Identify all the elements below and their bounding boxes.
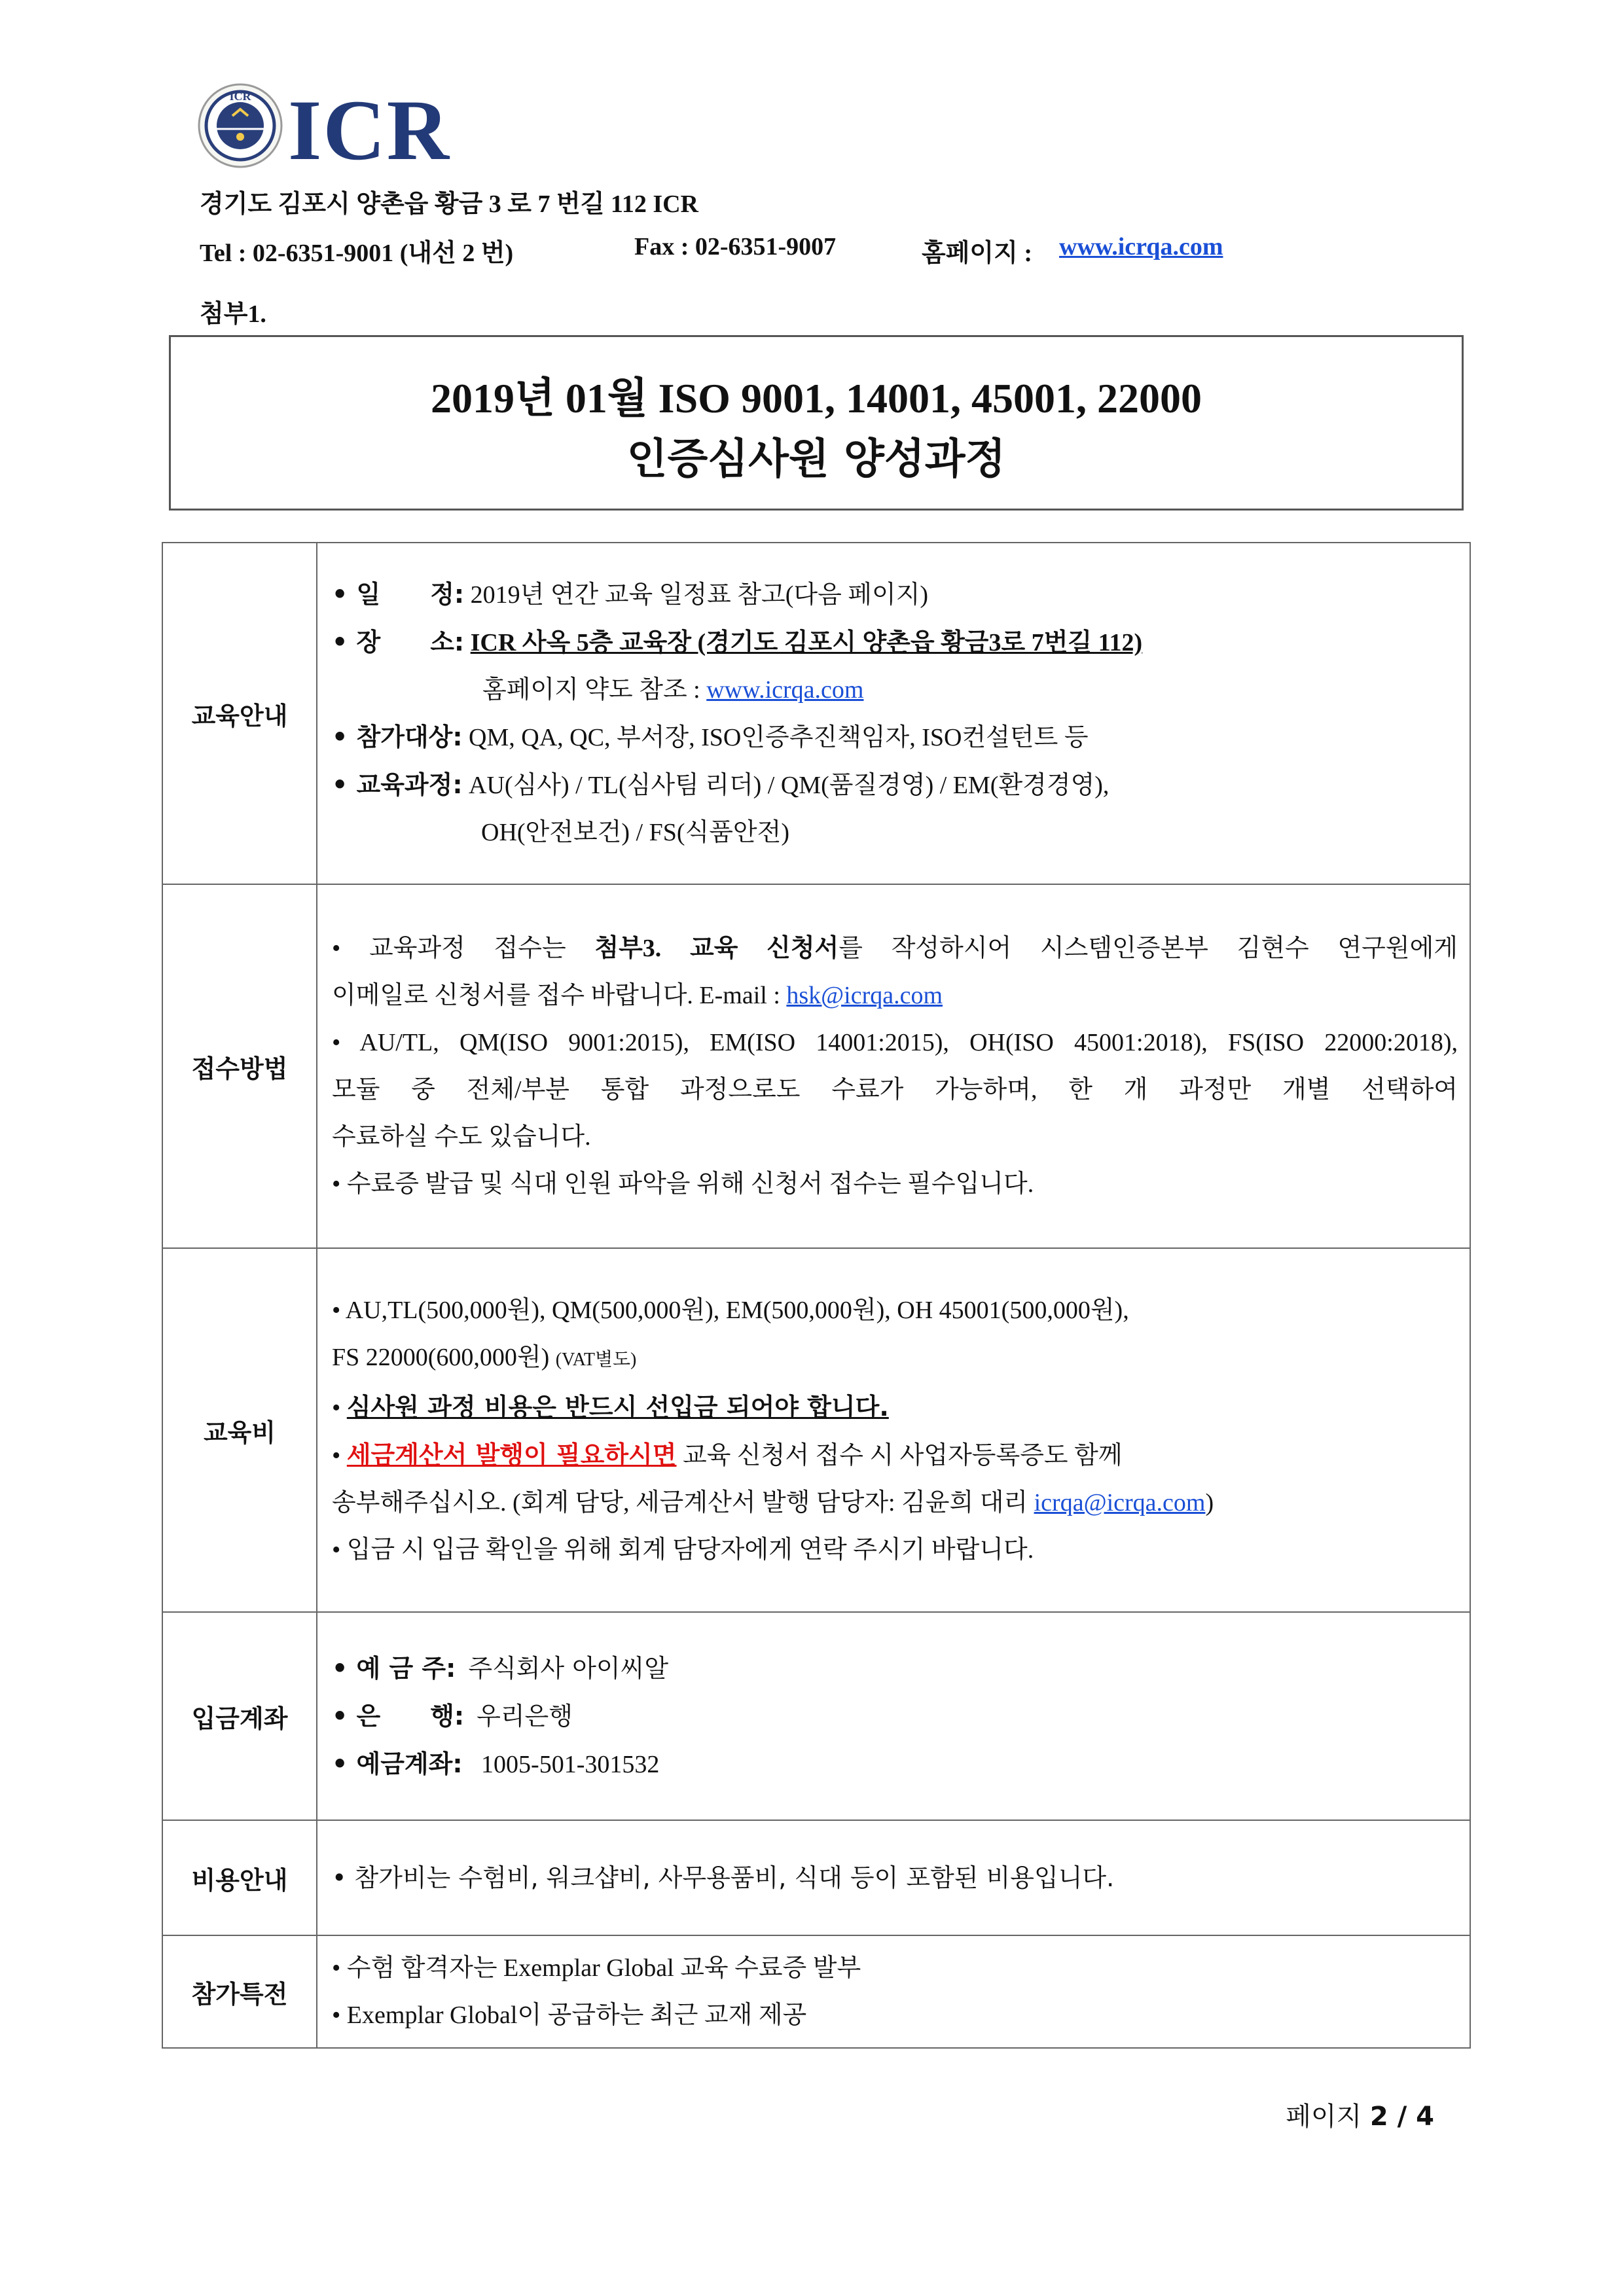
label-account: 입금계좌 xyxy=(162,1612,317,1820)
logo-seal-icon xyxy=(196,82,471,170)
app-modules-line3: 수료하실 수도 있습니다. xyxy=(332,1123,591,1151)
row-guide xyxy=(162,543,1470,884)
fee-invoice-note: 세금계산서 발행이 필요하시면 xyxy=(346,1441,677,1469)
cost-text: • 참가비는 수험비, 워크샵비, 사무용품비, 식대 등이 포함된 비용입니다. xyxy=(332,1863,1115,1892)
app-form-ref: 첨부3. 교육 신청서 xyxy=(594,935,839,962)
place-value: ICR 사옥 5층 교육장 (경기도 김포시 양촌읍 황금3로 7번길 112) xyxy=(470,629,1143,656)
schedule-key: • 일 정: xyxy=(332,580,465,609)
schedule-value: 2019년 연간 교육 일정표 참고(다음 페이지) xyxy=(470,581,929,609)
app-modules-line2: 모듈 중 전체/부분 통합 과정으로도 수료가 가능하며, 한 개 과정만 개별 선택하여 xyxy=(332,1076,1458,1103)
fee-invoice-rest: 교육 신청서 접수 시 사업자등록증도 함께 xyxy=(676,1442,1123,1469)
guide-content xyxy=(317,543,1470,884)
page-subtitle: 인증심사원 양성과정 xyxy=(626,435,1006,484)
benefits-content xyxy=(317,1935,1470,2048)
fee-contact-text: 송부해주십시오. (회계 담당, 세금계산서 발행 담당자: 김윤희 대리 xyxy=(332,1489,1028,1516)
target-value: QM, QA, QC, 부서장, ISO인증추진책임자, ISO컨설턴트 등 xyxy=(469,724,1089,751)
fee-vat-note: (VAT별도) xyxy=(555,1350,637,1370)
fee-prepay-note: 심사원 과정 비용은 반드시 선입금 되어야 합니다. xyxy=(346,1393,889,1422)
account-content xyxy=(317,1612,1470,1820)
benefit-line1: • 수험 합격자는 Exemplar Global 교육 수료증 발부 xyxy=(332,1954,861,1982)
app-modules-line1: • AU/TL, QM(ISO 9001:2015), EM(ISO 14001:2015), OH(ISO 45001:2018), FS(ISO 22000:2018), xyxy=(332,1029,1458,1056)
homepage-link[interactable]: www.icrqa.com xyxy=(1059,233,1223,260)
fee-line2: FS 22000(600,000원) xyxy=(332,1344,550,1371)
map-text: 홈페이지 약도 참조 : xyxy=(482,676,700,704)
bank-value: 우리은행 xyxy=(477,1701,573,1731)
homepage-label: 홈페이지 : xyxy=(922,240,1032,267)
svg-text:ICR: ICR xyxy=(229,90,251,103)
course-key: • 교육과정: xyxy=(332,770,463,799)
course-info-table xyxy=(162,542,1471,2049)
benefit-line2: • Exemplar Global이 공급하는 최근 교재 제공 xyxy=(332,2001,807,2029)
row-application xyxy=(162,884,1470,1248)
map-link[interactable]: www.icrqa.com xyxy=(706,676,864,704)
label-fee: 교육비 xyxy=(162,1248,317,1612)
course-value: AU(심사) / TL(심사팀 리더) / QM(품질경영) / EM(환경경영), xyxy=(469,772,1110,799)
holder-key: • 예 금 주: xyxy=(332,1653,456,1683)
company-address: 경기도 김포시 양촌읍 황금 3 로 7 번길 112 ICR xyxy=(200,190,698,218)
page-num: 2 / 4 xyxy=(1369,2102,1434,2132)
title-box xyxy=(169,335,1464,511)
app-text-a: • 교육과정 접수는 xyxy=(332,935,595,962)
label-guide: 교육안내 xyxy=(162,543,317,884)
app-email-link[interactable]: hsk@icrqa.com xyxy=(786,982,943,1009)
page-number xyxy=(1286,2096,1434,2133)
label-cost: 비용안내 xyxy=(162,1820,317,1935)
label-benefits: 참가특전 xyxy=(162,1935,317,2048)
page-title: 2019년 01월 ISO 9001, 14001, 45001, 22000 xyxy=(431,375,1202,422)
fee-content: • AU,TL(500,000원), QM(500,000원), EM(500,000원), OH 45001(500,000원), FS 22000(600,000원) (VAT별도) • 심사원 과정 비용은 반드시 선입금 되어야 합니다. • 세금계산서 발행이 필요하시면 교육 신청서 접수 시 사업자등록증도 함께 송부해주십시오. (회계 담당, 세금계산서 발행 담당자: 김윤희 대리 icrqa@icrqa.com) • 입금 시 입금 확인을 위해 회계 담당자에게 연락 주시기 바랍니다. xyxy=(317,1248,1470,1612)
icr-logo xyxy=(196,82,471,170)
row-cost xyxy=(162,1820,1470,1935)
account-number-value: 1005-501-301532 xyxy=(481,1750,660,1778)
attachment-label: 첨부1. xyxy=(200,300,266,328)
account-number-key: • 예금계좌: xyxy=(332,1749,463,1778)
page-label: 페이지 xyxy=(1286,2102,1362,2132)
application-content xyxy=(317,884,1470,1248)
fee-deposit-note: • 입금 시 입금 확인을 위해 회계 담당자에게 연락 주시기 바랍니다. xyxy=(332,1536,1034,1564)
course-value-2: OH(안전보건) / FS(식품안전) xyxy=(481,819,789,846)
app-email-text: 이메일로 신청서를 접수 바랍니다. E-mail : xyxy=(332,982,780,1009)
label-application: 접수방법 xyxy=(162,884,317,1248)
svg-text:ICR: ICR xyxy=(288,82,451,170)
cost-content xyxy=(317,1820,1470,1935)
row-benefits xyxy=(162,1935,1470,2048)
place-key: • 장 소: xyxy=(332,628,465,656)
holder-value: 주식회사 아이씨알 xyxy=(468,1653,669,1683)
row-fee xyxy=(162,1248,1470,1612)
app-text-c: 를 작성하시어 시스템인증본부 김현수 연구원에게 xyxy=(839,935,1458,962)
target-key: • 참가대상: xyxy=(332,723,463,751)
app-required-note: • 수료증 발급 및 식대 인원 파악을 위해 신청서 접수는 필수입니다. xyxy=(332,1170,1034,1198)
row-account xyxy=(162,1612,1470,1820)
fee-contact-email[interactable]: icrqa@icrqa.com xyxy=(1034,1489,1206,1516)
tel-number: Tel : 02-6351-9001 (내선 2 번) xyxy=(200,240,514,267)
fax-number: Fax : 02-6351-9007 xyxy=(634,233,837,260)
bank-key: • 은 행: xyxy=(332,1701,465,1731)
fee-line1: • AU,TL(500,000원), QM(500,000원), EM(500,000원), OH 45001(500,000원), xyxy=(332,1297,1129,1324)
